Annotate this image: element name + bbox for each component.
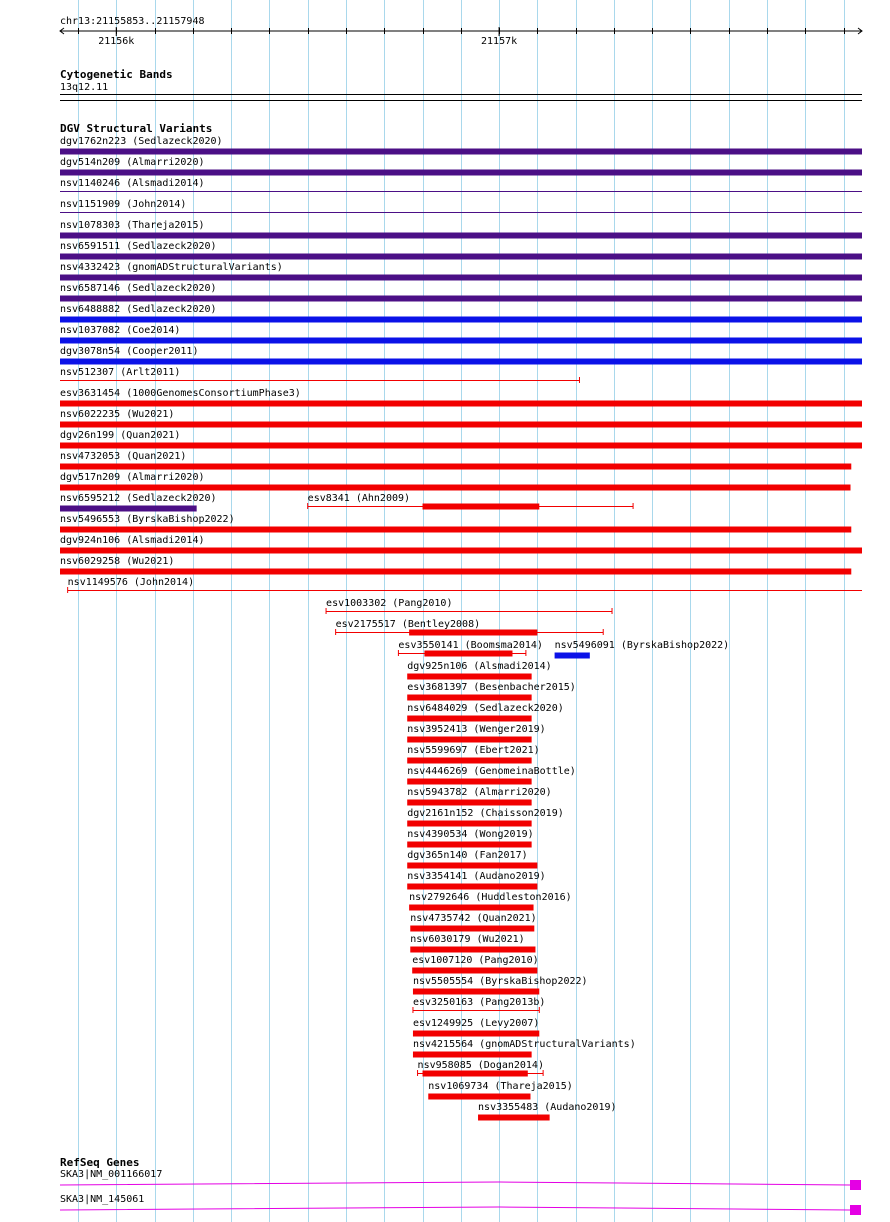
variant-core-bar [423, 504, 540, 510]
variant-label: nsv512307 (Arlt2011) [60, 367, 181, 378]
variant-feature[interactable] [407, 661, 552, 680]
variant-bar [407, 842, 531, 848]
variant-label: nsv6591511 (Sedlazeck2020) [60, 241, 217, 252]
variant-feature[interactable] [407, 871, 545, 890]
variant-label: esv1003302 (Pang2010) [326, 598, 453, 609]
variant-bar [60, 548, 862, 554]
refseq-title: RefSeq Genes [60, 1156, 140, 1169]
variant-label: esv3250163 (Pang2013b) [412, 997, 546, 1008]
variant-label: dgv365n140 (Fan2017) [407, 850, 528, 861]
ruler-tick-label: 21157k [481, 36, 518, 47]
variant-label: nsv1151909 (John2014) [60, 199, 187, 210]
variant-feature[interactable] [410, 913, 536, 932]
variant-label: nsv5496091 (ByrskaBishop2022) [554, 640, 730, 651]
variant-label: esv1249925 (Levy2007) [412, 1018, 540, 1029]
gene-intron-line [60, 1207, 850, 1210]
variant-bar [60, 338, 862, 344]
variant-label: nsv1078303 (Thareja2015) [60, 220, 205, 231]
variant-bar [407, 800, 531, 806]
variant-label: nsv5505554 (ByrskaBishop2022) [412, 976, 588, 987]
cytobands-title: Cytogenetic Bands [60, 68, 173, 81]
gene-feature[interactable] [60, 1169, 861, 1190]
variant-bar [60, 485, 851, 491]
variant-feature[interactable] [407, 787, 552, 806]
variant-label: esv1007120 (Pang2010) [412, 955, 539, 966]
variant-label: nsv2792646 (Huddleston2016) [409, 892, 572, 903]
variant-bar [478, 1115, 550, 1121]
variant-feature[interactable] [407, 829, 533, 848]
gene-label: SKA3|NM_145061 [60, 1194, 145, 1205]
variant-label: nsv3354141 (Audano2019) [407, 871, 546, 882]
variant-bar [60, 149, 862, 155]
variant-bar [60, 233, 862, 239]
variant-bar [60, 296, 862, 302]
variant-bar [60, 569, 851, 575]
gene-label: SKA3|NM_001166017 [60, 1169, 163, 1180]
variant-label: nsv4446269 (GenomeinaBottle) [407, 766, 576, 777]
variant-feature[interactable] [60, 493, 217, 512]
variant-feature[interactable] [413, 976, 588, 995]
variant-bar [407, 884, 537, 890]
variant-label: nsv6484029 (Sedlazeck2020) [407, 703, 564, 714]
variant-feature[interactable] [410, 934, 535, 953]
variant-feature[interactable] [428, 1081, 573, 1100]
variant-feature[interactable] [413, 997, 545, 1013]
variant-label: nsv4390534 (Wong2019) [407, 829, 534, 840]
variant-core-bar [409, 630, 537, 636]
variant-label: nsv5599697 (Ebert2021) [407, 745, 540, 756]
variant-feature[interactable] [555, 640, 730, 659]
variant-feature[interactable] [407, 682, 576, 701]
variant-feature[interactable] [409, 892, 572, 911]
variant-label: nsv4215564 (gnomADStructuralVariants) [412, 1039, 636, 1050]
variant-label: nsv1149576 (John2014) [67, 577, 195, 588]
variant-feature[interactable] [418, 1060, 544, 1077]
variant-label: dgv517n209 (Almarri2020) [60, 472, 205, 483]
variant-feature[interactable] [68, 577, 862, 593]
variant-feature[interactable] [413, 1018, 539, 1037]
variant-bar [407, 716, 531, 722]
variant-bar [407, 695, 531, 701]
variant-bar [60, 422, 862, 428]
variant-bar [412, 968, 537, 974]
refseq-features [60, 1169, 861, 1215]
variant-feature[interactable] [407, 703, 564, 722]
variant-label: nsv958085 (Dogan2014) [417, 1060, 544, 1071]
variant-feature[interactable] [60, 514, 851, 533]
refseq-genes-track[interactable] [60, 1156, 861, 1215]
variant-label: esv2175517 (Bentley2008) [335, 619, 481, 630]
variant-bar [60, 359, 862, 365]
variant-bar [60, 401, 862, 407]
dgv-title: DGV Structural Variants [60, 122, 213, 135]
variant-label: dgv26n199 (Quan2021) [60, 430, 181, 441]
variant-feature[interactable] [407, 766, 576, 785]
variant-bar [407, 863, 537, 869]
variant-core-bar [423, 1071, 528, 1077]
variant-bar [60, 443, 862, 449]
variant-label: nsv6595212 (Sedlazeck2020) [60, 493, 217, 504]
variant-label: nsv3355483 (Audano2019) [478, 1102, 617, 1113]
variant-feature[interactable] [308, 493, 633, 510]
variant-bar [407, 758, 531, 764]
variant-bar [413, 989, 539, 995]
variant-feature[interactable] [407, 745, 539, 764]
variant-label: dgv2161n152 (Chaisson2019) [407, 808, 564, 819]
variant-label: esv3631454 (1000GenomesConsortiumPhase3) [60, 388, 301, 399]
variant-bar [60, 317, 862, 323]
variant-label: nsv6030179 (Wu2021) [410, 934, 525, 945]
variant-feature[interactable] [60, 556, 851, 575]
variant-label: nsv4735742 (Quan2021) [410, 913, 537, 924]
variant-feature[interactable] [60, 367, 579, 383]
gene-exon [850, 1205, 861, 1215]
variant-bar [60, 527, 851, 533]
cytoband-label: 13q12.11 [60, 82, 109, 93]
variant-label: dgv3078n54 (Cooper2011) [60, 346, 199, 357]
variant-core-bar [424, 651, 512, 657]
variant-feature[interactable] [60, 451, 851, 470]
variant-label: nsv6029258 (Wu2021) [60, 556, 175, 567]
variant-label: nsv5496553 (ByrskaBishop2022) [60, 514, 235, 525]
variant-label: nsv1069734 (Thareja2015) [428, 1081, 573, 1092]
variant-label: nsv4332423 (gnomADStructuralVariants) [60, 262, 283, 273]
variant-label: nsv4732053 (Quan2021) [60, 451, 187, 462]
variant-feature[interactable] [326, 598, 612, 614]
variant-label: dgv514n209 (Almarri2020) [60, 157, 205, 168]
variant-bar [409, 905, 533, 911]
variant-feature[interactable] [336, 619, 604, 636]
gene-feature[interactable] [60, 1194, 861, 1215]
variant-bar [60, 275, 862, 281]
variant-feature[interactable] [398, 640, 543, 657]
variant-bar [407, 779, 531, 785]
ruler-range-label: chr13:21155853..21157948 [60, 16, 205, 27]
variant-bar [428, 1094, 530, 1100]
variant-bar [413, 1031, 539, 1037]
variant-bar [410, 926, 534, 932]
variant-feature[interactable] [407, 724, 545, 743]
variant-label: nsv6488882 (Sedlazeck2020) [60, 304, 217, 315]
variant-label: esv8341 (Ahn2009) [307, 493, 411, 504]
variant-label: nsv3952413 (Wenger2019) [407, 724, 546, 735]
variant-label: esv3681397 (Besenbacher2015) [407, 682, 576, 693]
variant-feature[interactable] [413, 1039, 636, 1058]
variant-label: dgv1762n223 (Sedlazeck2020) [60, 136, 223, 147]
variant-label: nsv1037082 (Coe2014) [60, 325, 181, 336]
variant-label: nsv5943782 (Almarri2020) [407, 787, 552, 798]
ruler-tick-label: 21156k [98, 36, 135, 47]
variant-bar [60, 464, 851, 470]
variant-feature[interactable] [407, 850, 537, 869]
variant-bar [407, 674, 531, 680]
variant-label: esv3550141 (Boomsma2014) [398, 640, 543, 651]
variant-bar [407, 737, 531, 743]
variant-bar [413, 1052, 532, 1058]
variant-label: dgv924n106 (Alsmadi2014) [60, 535, 205, 546]
variant-bar [60, 170, 862, 176]
gene-intron-line [60, 1182, 850, 1185]
variant-feature[interactable] [407, 808, 564, 827]
variant-label: dgv925n106 (Alsmadi2014) [407, 661, 552, 672]
variant-feature[interactable] [60, 472, 851, 491]
gene-exon [850, 1180, 861, 1190]
variant-label: nsv6587146 (Sedlazeck2020) [60, 283, 217, 294]
variant-bar [407, 821, 531, 827]
variant-bar [410, 947, 535, 953]
variant-bar [60, 254, 862, 260]
variant-bar [60, 506, 197, 512]
variant-label: nsv1140246 (Alsmadi2014) [60, 178, 205, 189]
variant-feature[interactable] [412, 955, 538, 974]
variant-feature[interactable] [478, 1102, 616, 1121]
variant-bar [555, 653, 590, 659]
variant-label: nsv6022235 (Wu2021) [60, 409, 175, 420]
